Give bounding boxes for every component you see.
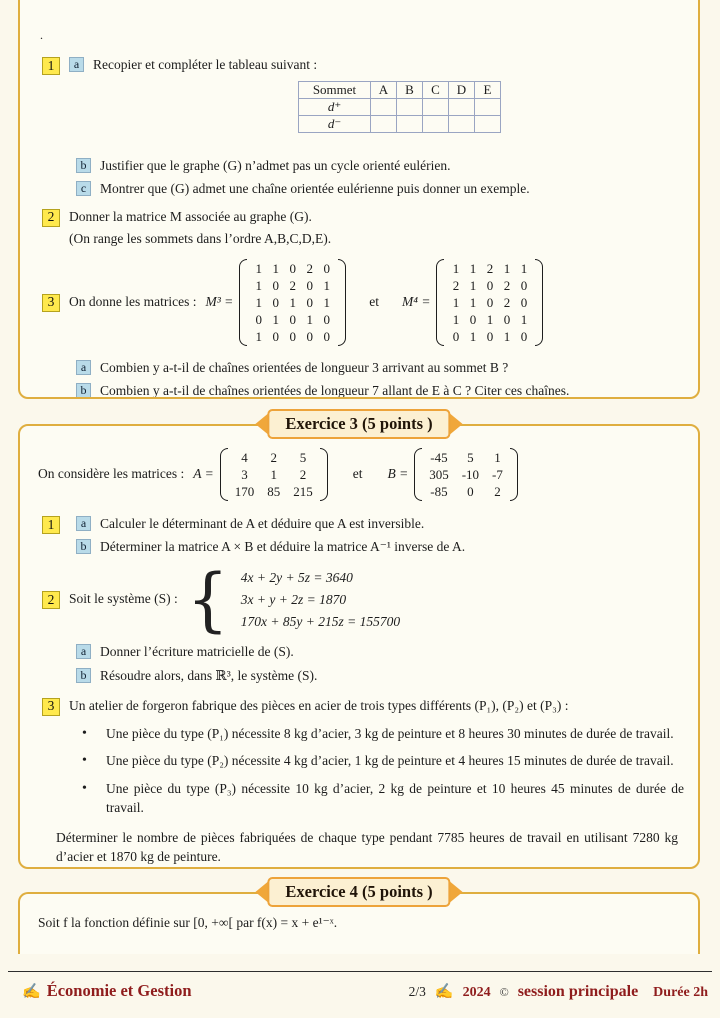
question-text: Un atelier de forgeron fabrique des pièces en acier de trois types différents (P₁), (P₂) et (P₃) : <box>69 697 569 713</box>
matrix-cell: 215 <box>293 484 313 499</box>
question-text: On donne les matrices : <box>69 293 197 309</box>
pen-icon: ✍ <box>22 984 41 1000</box>
empty-cell <box>475 99 501 116</box>
exercise4-intro: Soit f la fonction définie sur [0, +∞[ par f(x) = x + e¹⁻ˣ. <box>38 915 338 930</box>
matrix-cell: 1 <box>469 260 477 276</box>
question-number-badge: 1 <box>42 516 60 534</box>
bullet-item: • Une pièce du type (P₂) nécessite 4 kg d’acier, 1 kg de peinture et 4 heures 15 minutes de durée de travail. <box>62 751 684 771</box>
matrix-cell: 0 <box>520 277 528 293</box>
left-paren <box>220 448 228 501</box>
bullet-list <box>62 724 698 818</box>
matrix-cell: 0 <box>486 277 494 293</box>
exercise4-box <box>18 882 700 954</box>
question-2-row <box>42 208 698 227</box>
matrix-cell: -10 <box>461 467 480 482</box>
matrix-cell: 2 <box>503 294 511 310</box>
question-text: Combien y a-t-il de chaînes orientées de longueur 7 allant de E à C ? Citer ces chaînes. <box>100 382 570 398</box>
matrix-cell: 1 <box>503 260 511 276</box>
ex3-q2-system-row <box>42 558 698 640</box>
copyright-icon: © <box>499 985 509 999</box>
left-paren <box>414 448 422 501</box>
matrix-cell: 2 <box>306 260 313 276</box>
question-letter-badge: b <box>76 158 91 173</box>
matrix-cell: 1 <box>270 467 277 482</box>
matrix-cell: 1 <box>255 260 262 276</box>
equations-block <box>241 567 400 633</box>
matrix-cell: 2 <box>452 277 460 293</box>
matrix-cell: 2 <box>289 277 296 293</box>
table-header-a: A <box>371 82 397 99</box>
matrix-cell: 0 <box>306 294 313 310</box>
question-letter-badge: b <box>76 383 91 398</box>
matrix-cell: 1 <box>323 294 330 310</box>
empty-cell <box>397 99 423 116</box>
matrix-cell: 0 <box>289 311 296 327</box>
matrix-a <box>220 448 328 501</box>
matrix-cell: 0 <box>272 277 279 293</box>
matrix-cell: 1 <box>469 277 477 293</box>
matrix-cell: 1 <box>272 260 279 276</box>
table-row <box>299 99 501 116</box>
matrix-cell: 2 <box>494 484 501 499</box>
equation-line: 170x + 85y + 215z = 155700 <box>240 613 401 629</box>
empty-cell <box>475 116 501 133</box>
question-text: Déterminer la matrice A × B et déduire la matrice A⁻¹ inverse de A. <box>100 539 466 554</box>
table-header-sommet: Sommet <box>299 82 371 99</box>
matrix-cell: 0 <box>520 294 528 310</box>
question-number-badge: 2 <box>42 209 60 227</box>
matrix-cell: 1 <box>452 294 460 310</box>
matrix-cell: 5 <box>299 450 307 465</box>
matrix-cell: 1 <box>255 294 262 310</box>
matrix-cell: 3 <box>241 467 248 482</box>
degree-table <box>298 81 501 133</box>
table-header-e: E <box>475 82 501 99</box>
matrix-cell: 1 <box>503 328 511 344</box>
intro-text: On considère les matrices : <box>38 466 185 482</box>
matrix-cell: 1 <box>289 294 296 310</box>
matrix-cell: 0 <box>486 294 494 310</box>
matrix-cell: 0 <box>272 328 279 344</box>
et-conjunction: et <box>369 293 379 309</box>
matrix-a-group <box>193 448 328 501</box>
question-1c-row <box>76 180 698 199</box>
matrix-cell: 1 <box>306 311 313 327</box>
matrix-cell: 0 <box>306 277 313 293</box>
matrix-a-label: A = <box>193 466 214 482</box>
question-letter-badge: b <box>76 668 91 683</box>
matrix-m3-label: M³ = <box>205 293 234 309</box>
footer <box>22 981 708 1001</box>
question-text: Justifier que le graphe (G) n’admet pas un cycle orienté eulérien. <box>100 158 451 173</box>
matrix-cell: 305 <box>429 467 449 482</box>
exercise2-box <box>18 0 700 399</box>
matrix-cell: 0 <box>467 484 474 499</box>
question-number-badge: 3 <box>42 294 60 312</box>
matrix-cell: 2 <box>486 260 494 276</box>
matrix-cell: 5 <box>467 450 474 465</box>
matrix-b <box>414 448 518 501</box>
matrix-cell: 1 <box>469 294 477 310</box>
row-label-d-plus: d⁺ <box>299 99 371 116</box>
right-paren <box>535 259 543 346</box>
right-paren <box>338 259 346 346</box>
exercise4-title: Exercice 4 (5 points ) <box>267 877 450 907</box>
matrix-m3 <box>239 259 346 346</box>
matrix-cell: 1 <box>520 311 528 327</box>
table-header-c: C <box>423 82 449 99</box>
exercise3-box <box>18 414 700 869</box>
matrix-cell: -45 <box>430 450 448 465</box>
matrix-cell: 0 <box>255 311 262 327</box>
left-paren <box>436 259 444 346</box>
matrix-cell: 1 <box>469 328 477 344</box>
exercise4-title-ribbon <box>255 877 462 907</box>
matrix-cell: 1 <box>323 277 330 293</box>
question-text: Recopier et compléter le tableau suivant : <box>93 57 318 72</box>
question-1b-row <box>76 157 698 176</box>
bullet-item: • Une pièce du type (P₁) nécessite 8 kg d’acier, 3 kg de peinture et 8 heures 30 minutes de durée de travail. <box>62 724 684 744</box>
question-letter-badge: a <box>76 644 91 659</box>
footer-subject: Économie et Gestion <box>46 981 192 1000</box>
empty-cell <box>423 116 449 133</box>
matrix-m4-group <box>402 259 543 346</box>
equation-line: 3x + y + 2z = 1870 <box>240 591 347 607</box>
matrix-cell: 0 <box>272 294 279 310</box>
footer-year: 2024 <box>462 985 491 1000</box>
question-text: Donner l’écriture matricielle de (S). <box>100 643 294 659</box>
matrix-b-label: B = <box>387 466 409 482</box>
right-paren <box>320 448 328 501</box>
row-label-d-minus: d⁻ <box>299 116 371 133</box>
question-text: Combien y a-t-il de chaînes orientées de longueur 3 arrivant au sommet B ? <box>100 359 509 375</box>
exercise3-title: Exercice 3 (5 points ) <box>267 409 450 439</box>
table-header-d: D <box>449 82 475 99</box>
matrix-cell: 1 <box>520 260 528 276</box>
matrix-cell: 0 <box>289 328 296 344</box>
footer-right <box>409 982 708 1001</box>
matrix-cell: 4 <box>241 450 248 465</box>
ex3-q3-row <box>42 697 698 716</box>
ex3-q1b-row <box>76 538 698 557</box>
stray-dot: . <box>40 28 43 42</box>
matrix-cell: 0 <box>503 311 511 327</box>
matrix-cell: 1 <box>255 328 262 344</box>
matrix-cell: 85 <box>267 484 281 499</box>
ex3-q2b-row <box>76 667 698 686</box>
matrix-cell: 1 <box>272 311 279 327</box>
matrix-cell: 1 <box>452 311 460 327</box>
matrix-m4-label: M⁴ = <box>402 293 431 309</box>
question-2-subrow <box>69 230 698 249</box>
empty-cell <box>423 99 449 116</box>
question-letter-badge: a <box>76 516 91 531</box>
table-header-row <box>299 82 501 99</box>
matrices-ab-row <box>38 448 698 501</box>
matrix-cell: 0 <box>323 260 330 276</box>
table-row <box>299 116 501 133</box>
matrix-cell: 1 <box>486 311 494 327</box>
question-3a-row <box>76 359 698 378</box>
question-number-badge: 2 <box>42 591 60 609</box>
matrix-cell: 0 <box>323 311 330 327</box>
matrix-cell: -85 <box>430 484 448 499</box>
question-text: Donner la matrice M associée au graphe (G). <box>69 208 312 224</box>
pen-icon: ✍ <box>434 984 454 1000</box>
matrix-m3-group <box>205 259 346 346</box>
footer-divider <box>8 971 712 972</box>
exercise3-title-ribbon <box>255 409 462 439</box>
matrix-cell: 0 <box>452 328 460 344</box>
matrix-b-group <box>387 448 517 501</box>
question-number-badge: 3 <box>42 698 60 716</box>
matrix-cell: 0 <box>306 328 313 344</box>
matrix-cell: 1 <box>452 260 460 276</box>
matrix-cell: 2 <box>270 450 277 465</box>
empty-cell <box>371 116 397 133</box>
matrix-cell: 1 <box>494 450 501 465</box>
question-1a-row <box>42 56 698 75</box>
question-letter-badge: a <box>76 360 91 375</box>
matrix-cell: 0 <box>323 328 330 344</box>
system-label: Soit le système (S) : <box>69 591 178 607</box>
ex3-q1a-row <box>42 515 698 534</box>
empty-cell <box>449 99 475 116</box>
footer-left <box>22 981 192 1001</box>
question-letter-badge: a <box>69 57 84 72</box>
footer-session: session principale <box>517 983 639 1000</box>
empty-cell <box>371 99 397 116</box>
matrix-cell: 2 <box>503 277 511 293</box>
left-paren <box>239 259 247 346</box>
question-3b-row <box>76 382 698 399</box>
empty-cell <box>397 116 423 133</box>
empty-cell <box>449 116 475 133</box>
page-number: 2/3 <box>408 984 426 999</box>
matrix-cell: -7 <box>492 467 503 482</box>
ex3-q2a-row <box>76 643 698 662</box>
right-paren <box>510 448 518 501</box>
matrix-cell: 0 <box>289 260 296 276</box>
matrix-cell: 0 <box>469 311 477 327</box>
question-letter-badge: c <box>76 181 91 196</box>
question-3-matrices-row <box>42 259 698 346</box>
table-header-b: B <box>397 82 423 99</box>
system-brace: { <box>186 558 229 640</box>
bullet-item: • Une pièce du type (P₃) nécessite 10 kg d’acier, 2 kg de peinture et 10 heures 45 minutes de durée de travail. <box>62 779 684 818</box>
matrix-cell: 0 <box>486 328 494 344</box>
et-conjunction: et <box>352 466 363 482</box>
matrix-cell: 1 <box>255 277 262 293</box>
equation-line: 4x + 2y + 5z = 3640 <box>240 569 353 585</box>
question-text: Calculer le déterminant de A et déduire que A est inversible. <box>100 516 425 531</box>
question-text: Résoudre alors, dans ℝ³, le système (S). <box>100 667 318 683</box>
question-text: Montrer que (G) admet une chaîne orientée eulérienne puis donner un exemple. <box>100 180 530 196</box>
question-number-badge: 1 <box>42 57 60 75</box>
question-subtext: (On range les sommets dans l’ordre A,B,C,D,E). <box>69 230 332 246</box>
footer-duration: Durée 2h <box>653 985 708 1000</box>
matrix-cell: 170 <box>234 484 255 499</box>
matrix-cell: 0 <box>520 328 528 344</box>
matrix-cell: 2 <box>299 467 307 482</box>
matrix-m4 <box>436 259 543 346</box>
conclusion-text: Déterminer le nombre de pièces fabriquées de chaque type pendant 7785 heures de travail en utilisant 7280 kg d’acier et 1870 kg de peinture. <box>56 829 678 865</box>
question-letter-badge: b <box>76 539 91 554</box>
